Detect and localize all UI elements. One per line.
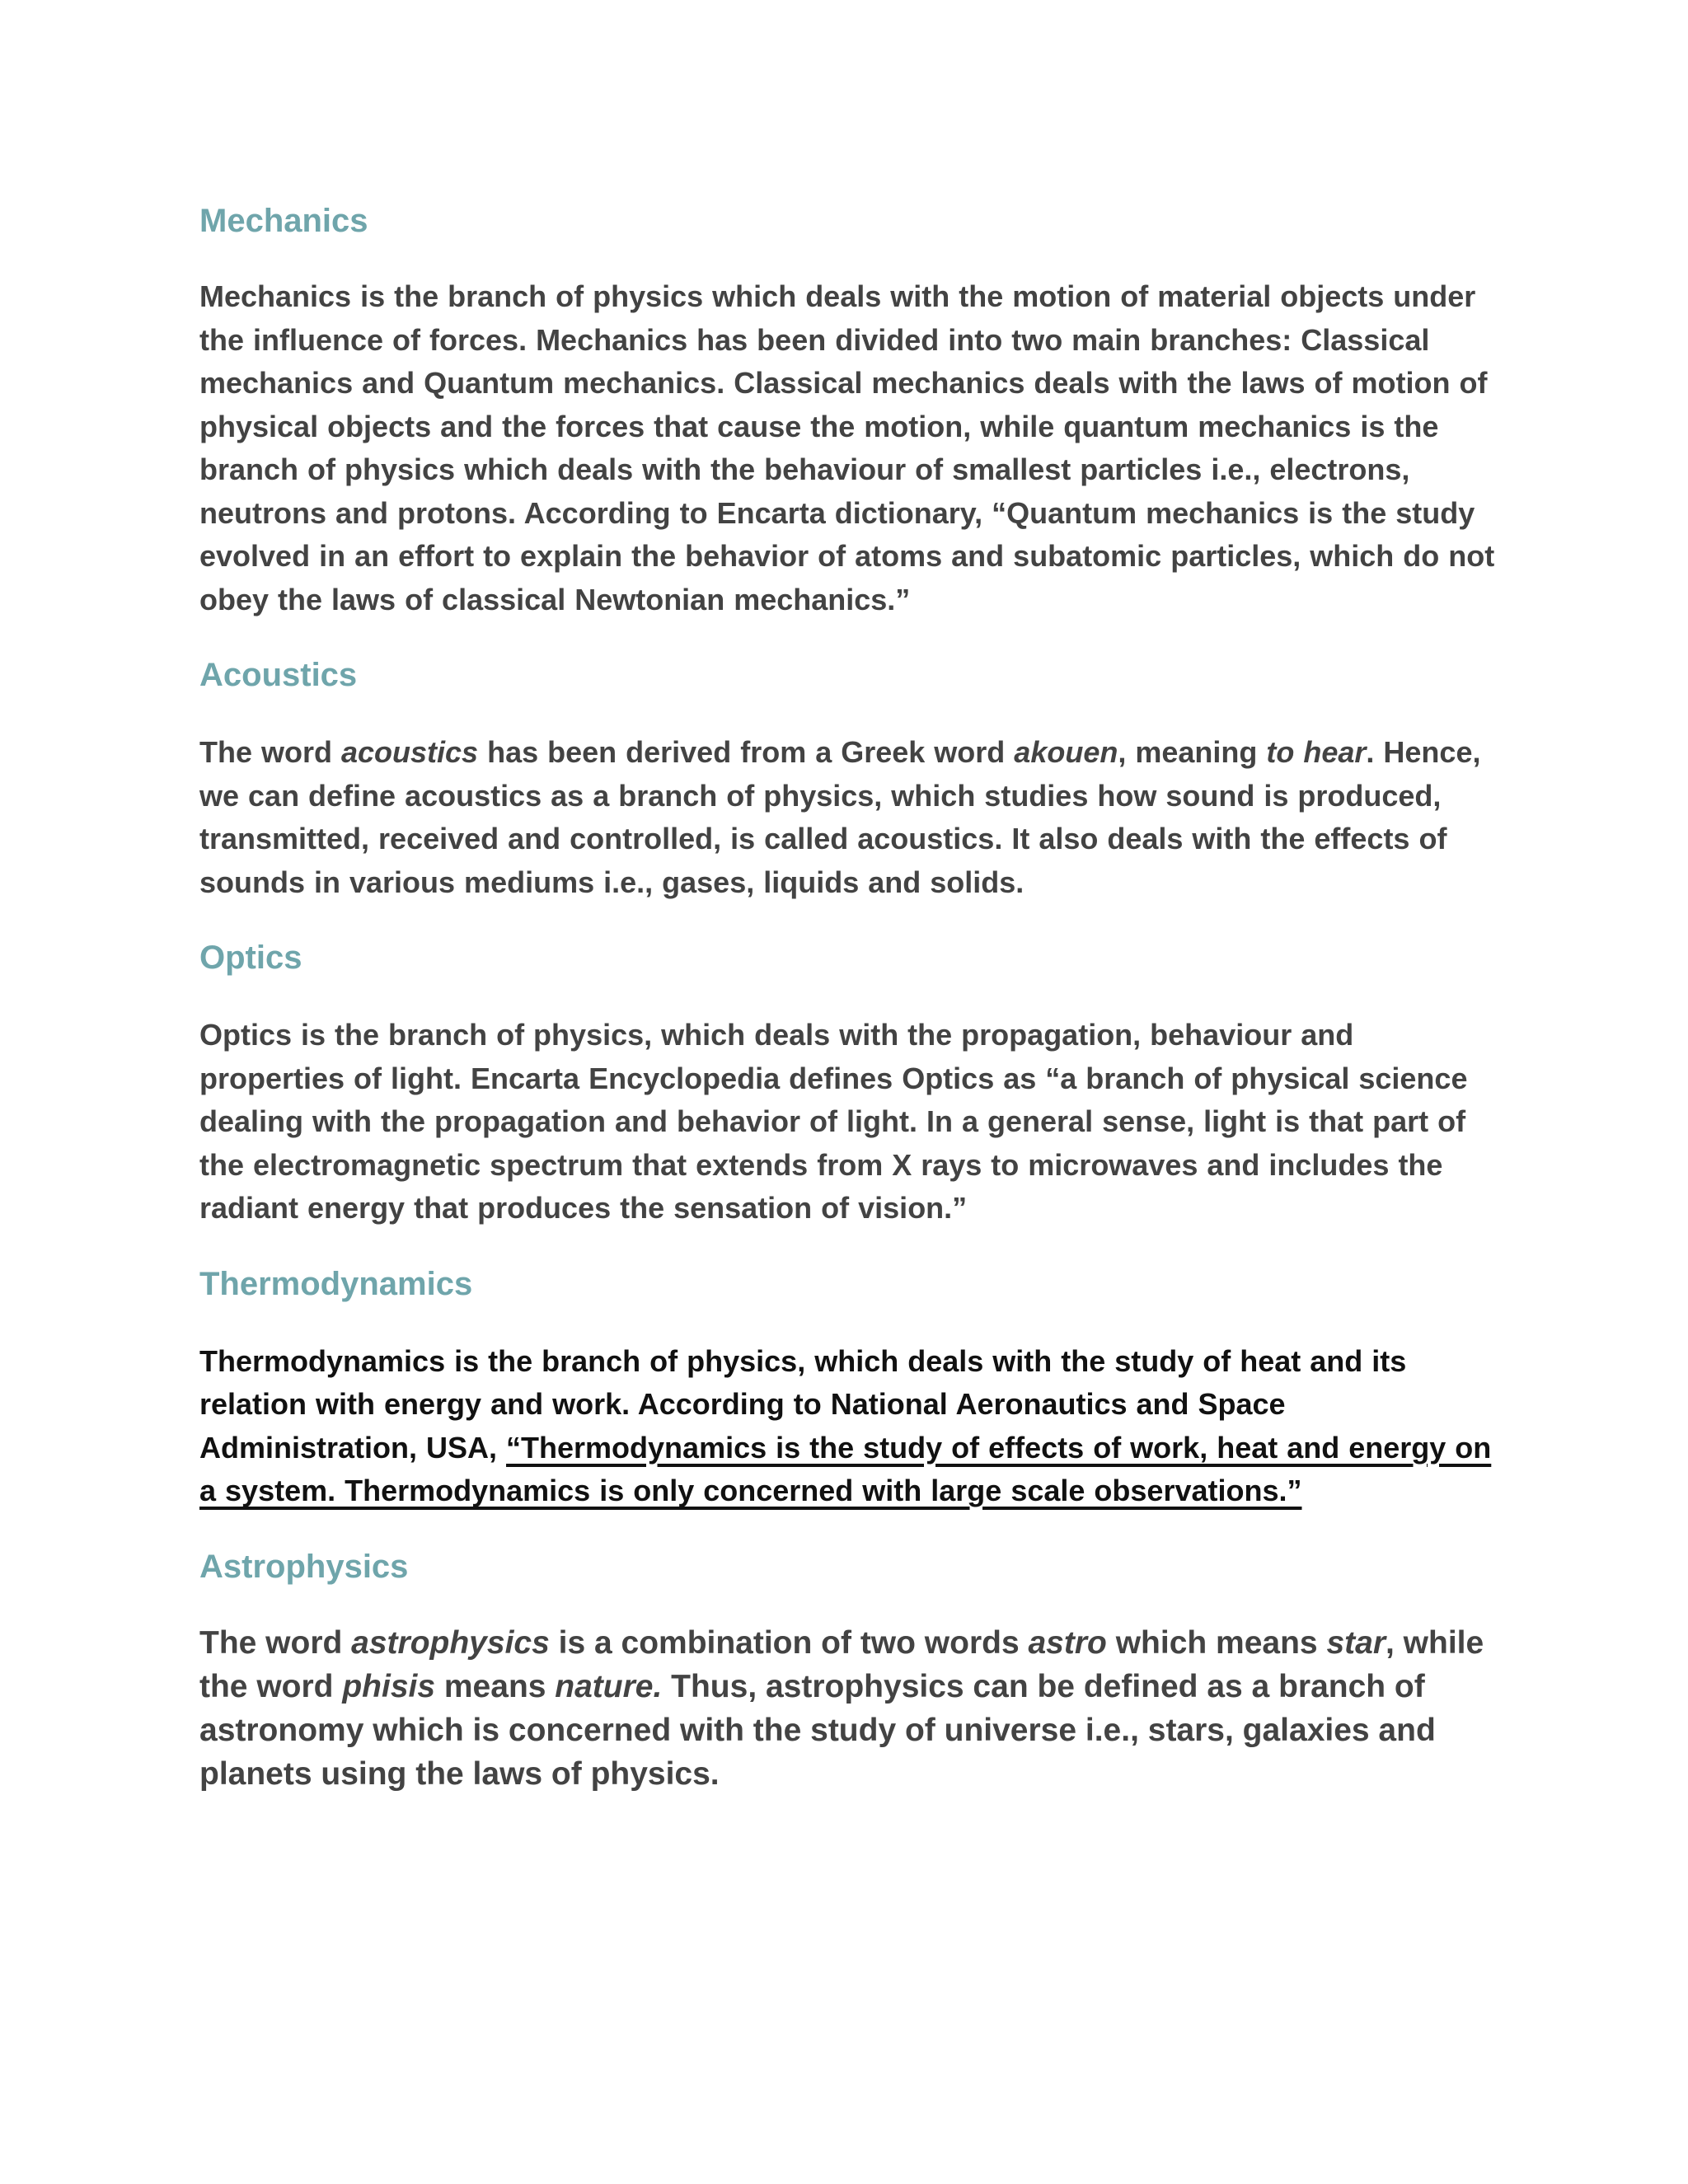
text-run: . Hence, we can define acoustics as a branch of physics, which studies how sound is produced, transmitted, received and controlled, is called acoustics. It also deals with the effects of sounds in various mediums i.e., gases, liquids and solids.	[199, 735, 1481, 899]
text-run: Thermodynamics is the branch of physics, which deals with the study of heat and its relation with energy and work. According to National Aeronautics and Space Administration, USA,	[199, 1343, 1407, 1465]
section-heading-thermodynamics: Thermodynamics	[199, 1265, 473, 1302]
text-run: , meaning	[1118, 735, 1267, 769]
document-page	[199, 194, 1502, 1796]
italic-term-akouen: akouen	[1014, 735, 1118, 769]
italic-term-astrophysics: astrophysics	[351, 1624, 550, 1661]
section-heading-optics: Optics	[199, 940, 302, 976]
text-run: which means	[1106, 1624, 1327, 1661]
italic-term-nature: nature.	[555, 1668, 663, 1704]
section-body-mechanics: Mechanics is the branch of physics which deals with the motion of material objects under the influence of forces. Mechanics has been divided into two main branches: Classical mechanics and Quantum mechanics. Classical mechanics deals with the laws of motion of physical objects and the forces that cause the motion, while quantum mechanics is the branch of physics which deals with the behaviour of smallest particles i.e., electrons, neutrons and protons. According to Encarta dictionary, “Quantum mechanics is the study evolved in an effort to explain the behavior of atoms and subatomic particles, which do not obey the laws of classical Newtonian mechanics.”	[199, 279, 1495, 616]
section-heading-acoustics: Acoustics	[199, 657, 358, 693]
section-body-astrophysics	[199, 1621, 1502, 1796]
text-run: means	[435, 1668, 556, 1704]
text-run: Thus, astrophysics can be defined as a branch of astronomy which is concerned with the study of universe i.e., stars, galaxies and planets using the laws of physics.	[199, 1668, 1436, 1792]
section-heading-mechanics: Mechanics	[199, 203, 368, 239]
underlined-quote: “Thermodynamics is the study of effects of work, heat and energy on a system. Thermodynamics is only concerned with large scale observations.”	[199, 1430, 1492, 1507]
section-body-optics: Optics is the branch of physics, which deals with the propagation, behaviour and properties of light. Encarta Encyclopedia defines Optics as “a branch of physical science dealing with the propagation and behavior of light. In a general sense, light is that part of the electromagnetic spectrum that extends from X rays to microwaves and includes the radiant energy that produces the sensation of vision.”	[199, 1018, 1468, 1225]
text-run: is a combination of two words	[549, 1624, 1029, 1661]
italic-term-acoustics: acoustics	[341, 735, 479, 769]
text-run: has been derived from a Greek word	[478, 735, 1015, 769]
italic-term-astro: astro	[1028, 1624, 1107, 1661]
italic-term-to-hear: to hear	[1266, 735, 1367, 769]
text-run: , while the word	[199, 1624, 1484, 1704]
text-run: The word	[199, 1624, 352, 1661]
text-run: The word	[199, 735, 341, 769]
section-body-acoustics	[199, 731, 1502, 904]
italic-term-phisis: phisis	[342, 1668, 436, 1704]
italic-term-star: star	[1326, 1624, 1386, 1661]
section-heading-astrophysics: Astrophysics	[199, 1548, 409, 1585]
section-body-thermodynamics	[199, 1340, 1502, 1513]
